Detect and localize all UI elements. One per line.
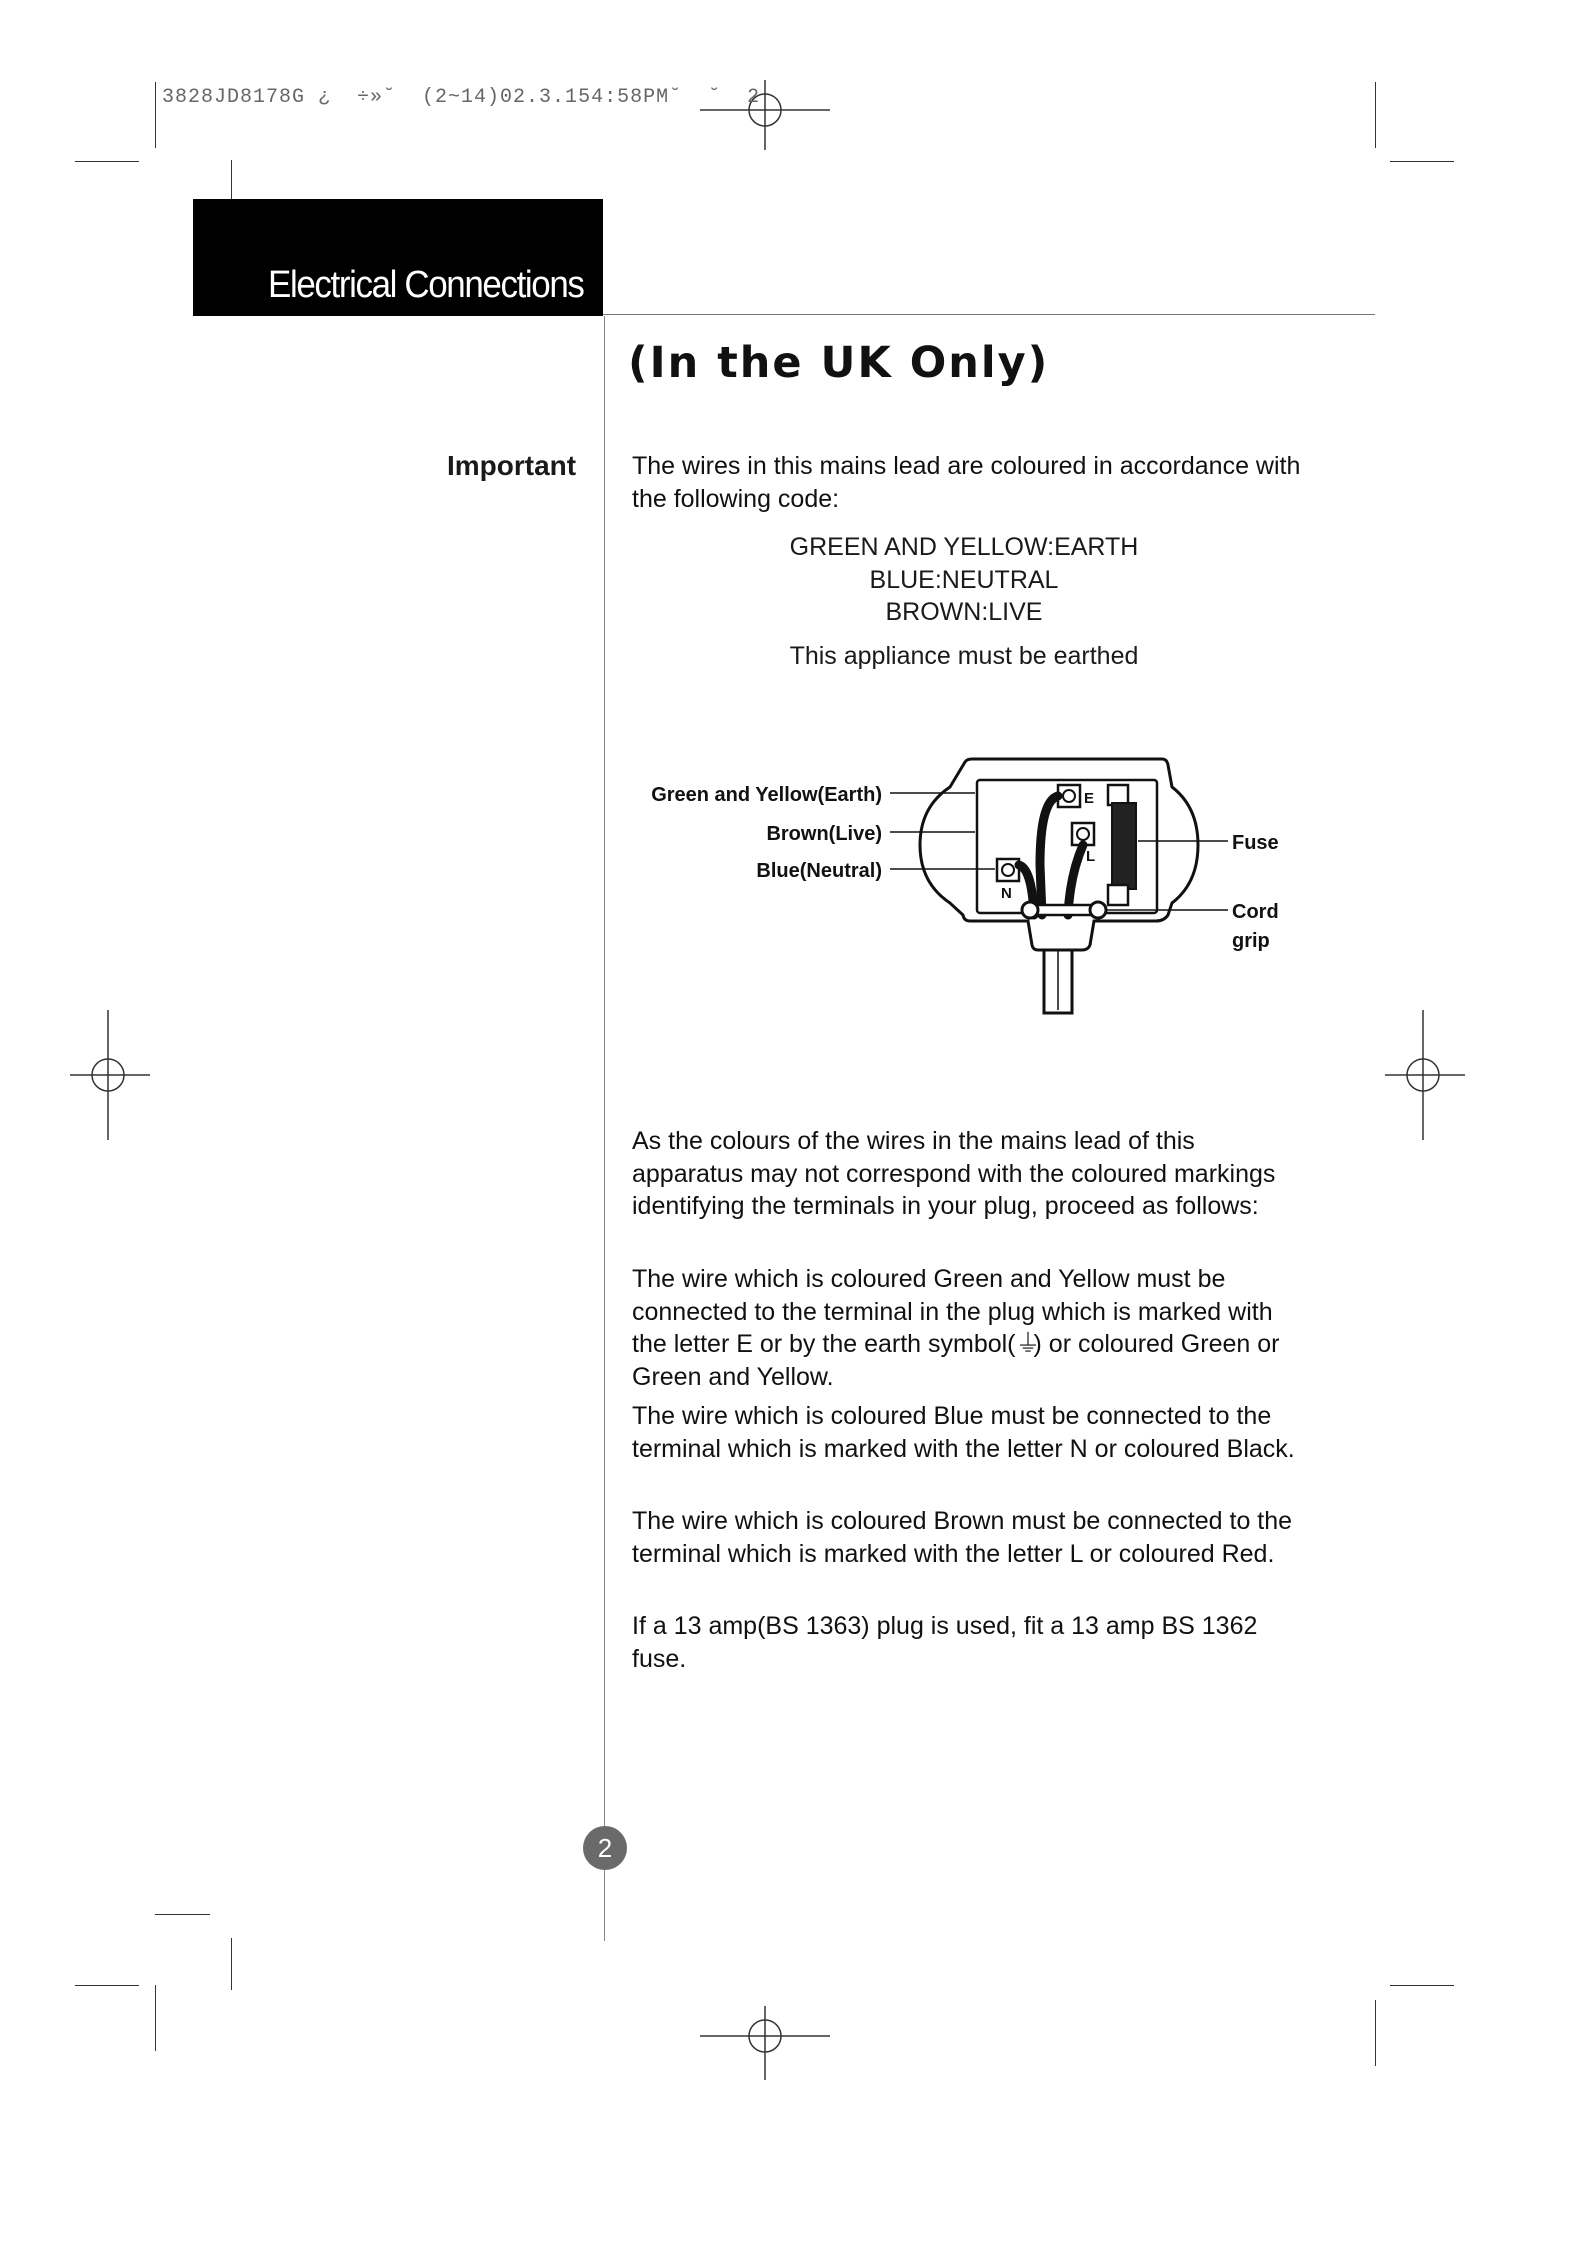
label-fuse: Fuse (1232, 832, 1279, 854)
crop-mark (75, 1985, 139, 1986)
instructions-paragraph-3: The wire which is coloured Blue must be connected to the terminal which is marked with the letter N or coloured Black. (632, 1402, 1295, 1463)
crop-mark (1375, 2000, 1376, 2066)
terminal-label-n: N (1001, 885, 1012, 902)
label-neutral: Blue(Neutral) (756, 860, 882, 882)
wire-colour-codes (632, 531, 1296, 629)
fuse-holder-bottom (1108, 885, 1128, 905)
crop-mark (155, 1914, 210, 1915)
column-divider (604, 316, 605, 1941)
label-cord-grip-2: grip (1232, 930, 1270, 952)
instructions-paragraph-2-text-a: The wire which is coloured Green and Yellow must be connected to the terminal in the plug which is marked with the letter E or by the earth symbol( (632, 1265, 1273, 1358)
crop-mark (231, 1938, 232, 1990)
crop-mark (155, 1985, 156, 2051)
code-live: BROWN:LIVE (885, 598, 1043, 626)
intro-paragraph: The wires in this mains lead are coloured in accordance with the following code: (632, 452, 1301, 513)
label-live: Brown(Live) (766, 823, 882, 845)
page-number: 2 (583, 1826, 627, 1870)
side-label-important: Important (447, 450, 577, 481)
registration-mark-bottom (700, 2000, 830, 2090)
instructions-paragraph-4: The wire which is coloured Brown must be connected to the terminal which is marked with the letter L or coloured Red. (632, 1507, 1293, 1568)
crop-mark (1375, 82, 1376, 148)
label-cord-grip-1: Cord (1232, 901, 1279, 923)
code-earth: GREEN AND YELLOW:EARTH (789, 533, 1139, 561)
print-slug: 3828JD8178G ¿ ÷»˘ (2~14)02.3.154:58PM˘ ˘ 2 (162, 86, 761, 109)
instructions-paragraph-1: As the colours of the wires in the mains lead of this apparatus may not correspond with the coloured markings identifying the terminals in your plug, proceed as follows: (632, 1127, 1276, 1220)
earth-symbol-icon: ⏚ (1015, 1330, 1041, 1358)
label-earth: Green and Yellow(Earth) (651, 784, 882, 806)
fuse-body (1112, 803, 1136, 889)
registration-mark-left (70, 1010, 150, 1140)
crop-mark (155, 82, 156, 148)
code-neutral: BLUE:NEUTRAL (869, 565, 1059, 594)
earthed-note: This appliance must be earthed (789, 642, 1139, 670)
instructions-paragraph-2-text-b: ) or coloured Green or Green and Yellow. (632, 1330, 1280, 1391)
crop-mark (1390, 1985, 1454, 1986)
header-rule (603, 314, 1375, 315)
instructions-paragraph-5: If a 13 amp(BS 1363) plug is used, fit a 13 amp BS 1362 fuse. (632, 1612, 1258, 1673)
registration-mark-right (1385, 1010, 1465, 1140)
crop-mark (231, 160, 232, 200)
plug-wiring-diagram (620, 745, 1300, 1025)
crop-mark (75, 161, 139, 162)
wire-earth (1040, 796, 1058, 915)
section-title: Electrical Connections (268, 264, 584, 306)
terminal-label-l: L (1086, 848, 1096, 865)
instructions-paragraph-2 (632, 1263, 1302, 1393)
terminal-label-e: E (1084, 790, 1095, 807)
cord-grip-screw-right (1090, 902, 1106, 918)
crop-mark (1390, 161, 1454, 162)
page-title: (In the UK Only) (628, 338, 1050, 388)
cord-grip-screw-left (1022, 902, 1038, 918)
